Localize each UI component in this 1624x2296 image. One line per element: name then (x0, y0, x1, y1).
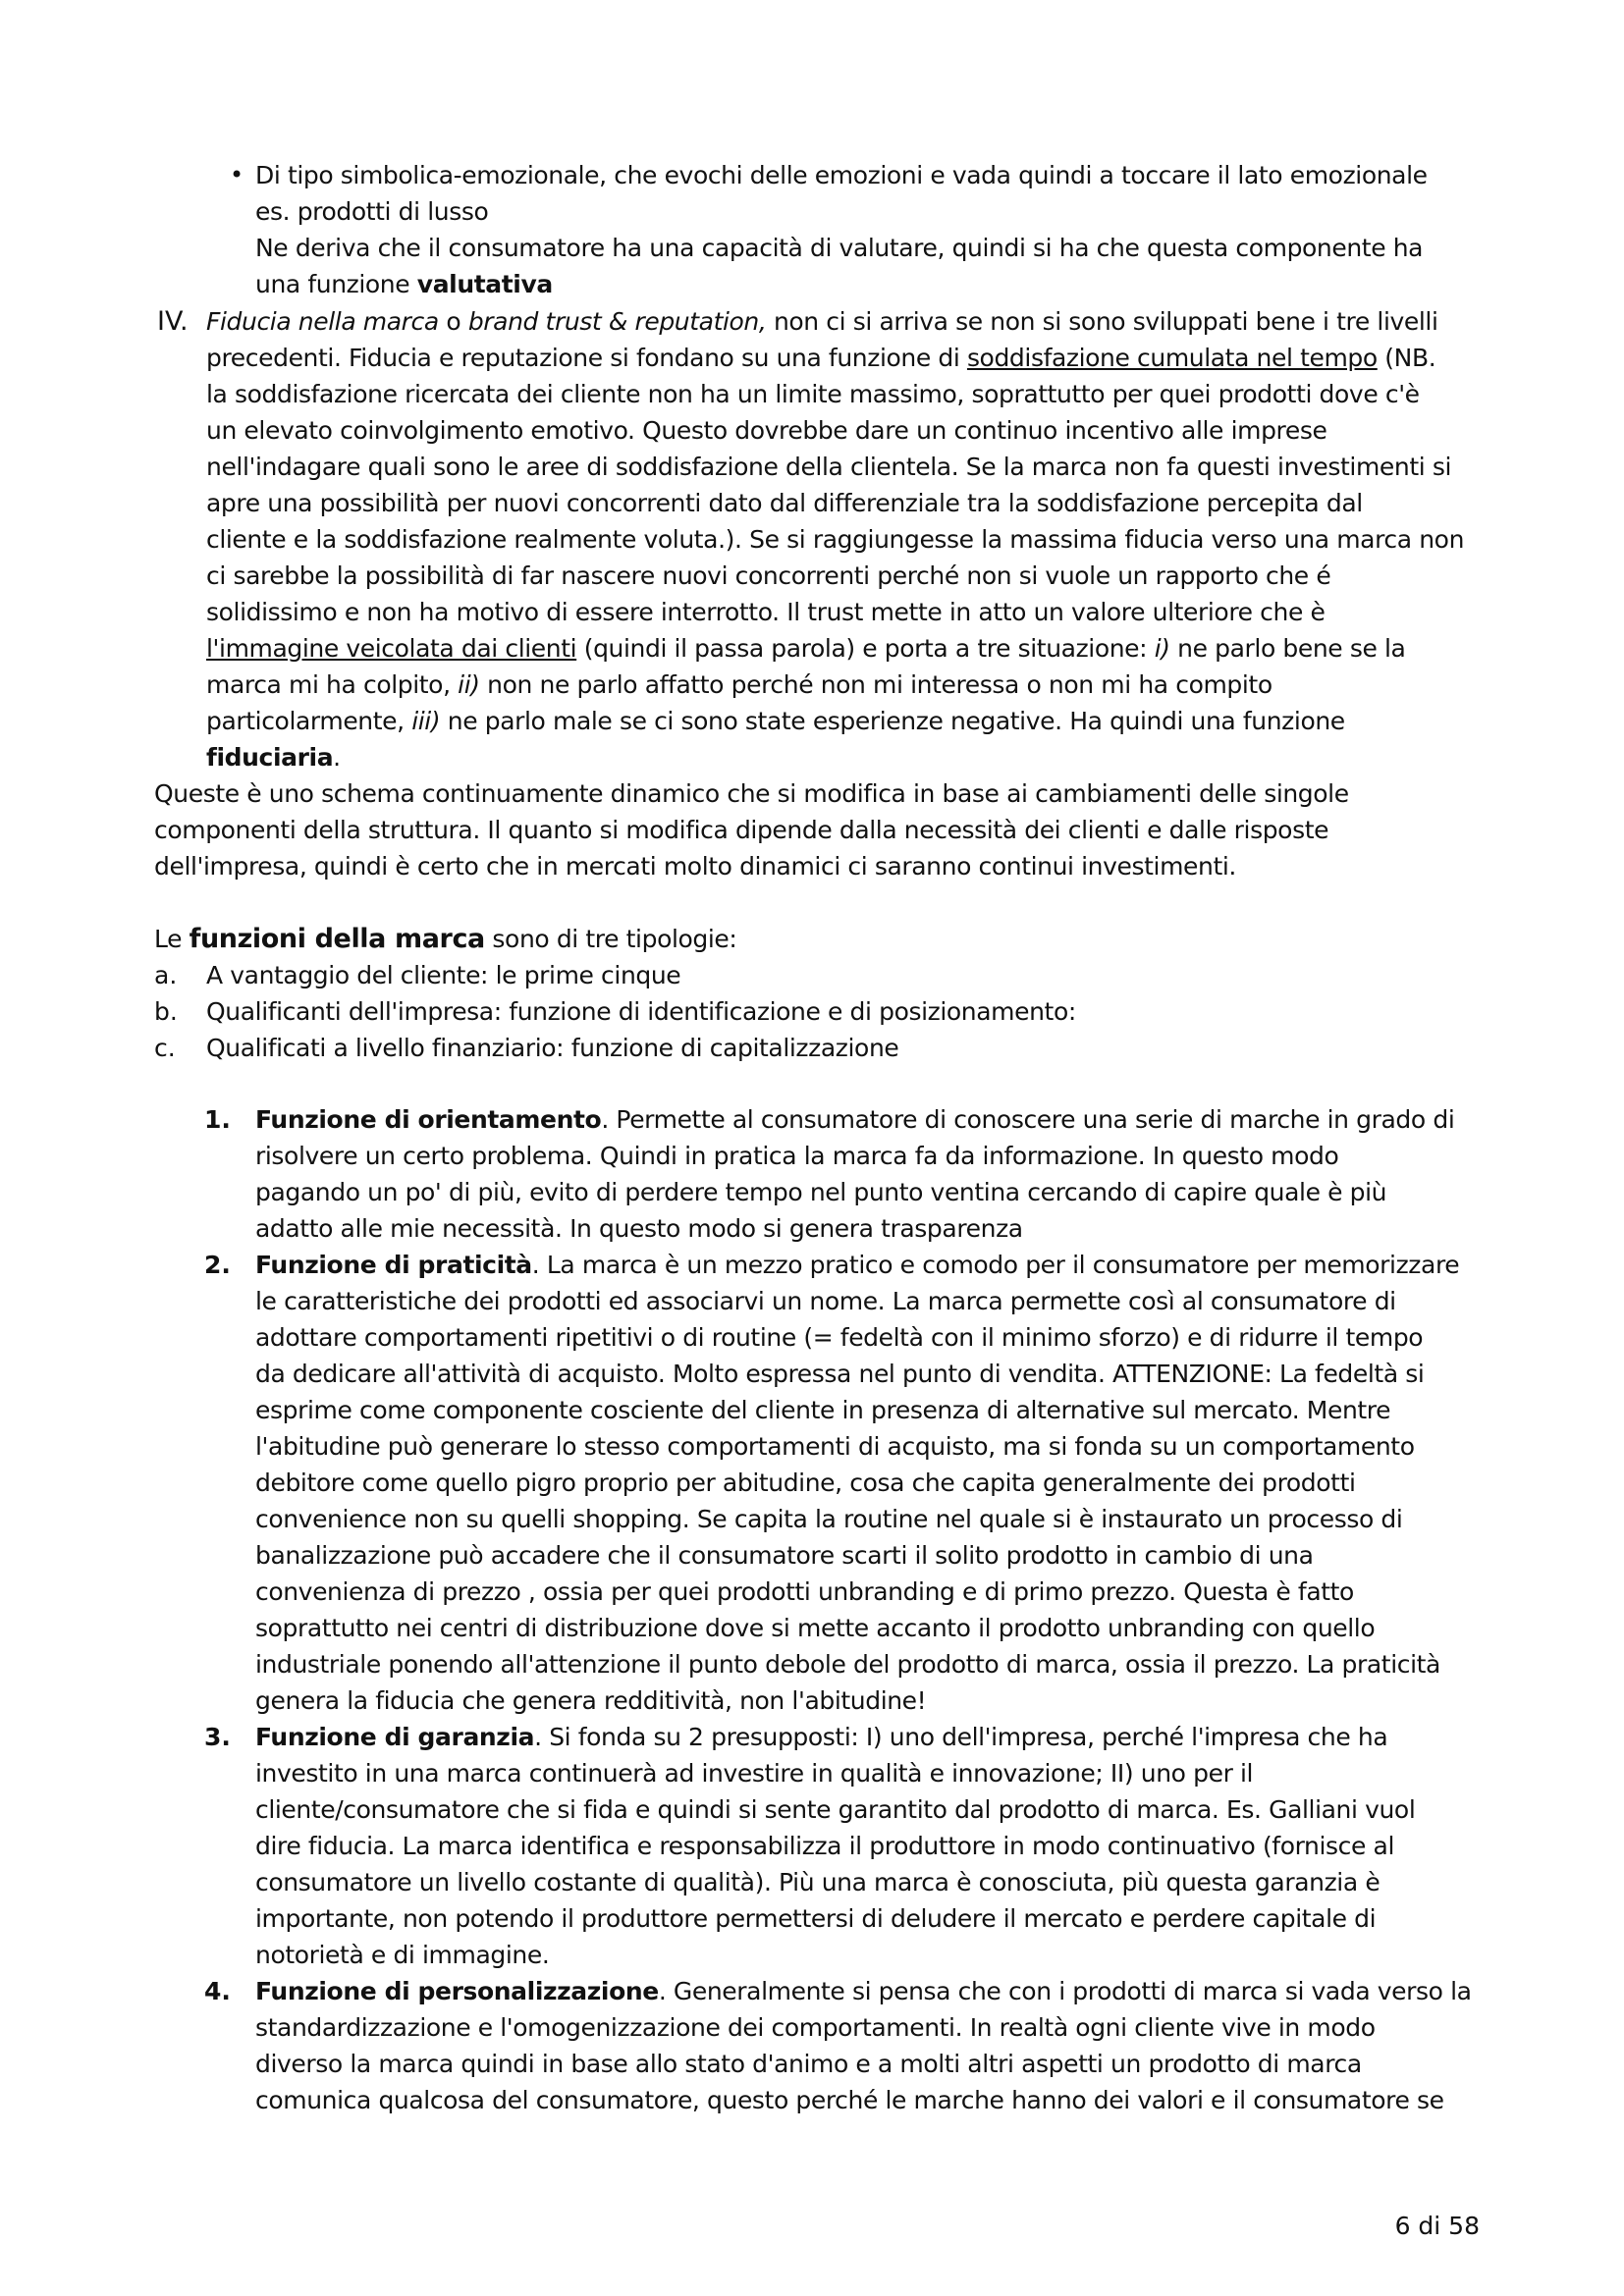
function-2-line-11: soprattutto nei centri di distribuzione dove si mette accanto il prodotto unbranding con quello (255, 1614, 1376, 1642)
section-iv-line-3: la soddisfazione ricercata dei cliente non ha un limite massimo, soprattutto per quei prodotti dove c'è (206, 380, 1420, 408)
bullet-line-4: una funzione valutativa (255, 270, 553, 298)
alpha-item-b: Qualificanti dell'impresa: funzione di identificazione e di posizionamento: (206, 997, 1076, 1026)
paragraph-line-1: Queste è uno schema continuamente dinamico che si modifica in base ai cambiamenti delle singole (154, 779, 1349, 808)
section-iv-line-4: un elevato coinvolgimento emotivo. Questo dovrebbe dare un continuo incentivo alle imprese (206, 416, 1327, 445)
term-valutativa: valutativa (416, 270, 553, 298)
number-marker-2: 2. (204, 1251, 231, 1279)
alpha-marker-c: c. (154, 1034, 176, 1062)
function-2-title: Funzione di praticità (255, 1251, 532, 1279)
paragraph-line-3: dell'impresa, quindi è certo che in mercati molto dinamici ci saranno continui investimenti. (154, 852, 1236, 881)
function-3-line-6: importante, non potendo il produttore permettersi di deludere il mercato e perdere capitale di (255, 1904, 1377, 1933)
section-iv-line-6: apre una possibilità per nuovi concorrenti dato dal differenziale tra la soddisfazione percepita dal (206, 489, 1363, 517)
function-3-line-3: cliente/consumatore che si fida e quindi si sente garantito dal prodotto di marca. Es. Galliani vuol (255, 1795, 1416, 1824)
bullet-line-1: Di tipo simbolica-emozionale, che evochi delle emozioni e vada quindi a toccare il lato emozionale (255, 161, 1428, 189)
function-2-line-8: convenience non su quelli shopping. Se capita la routine nel quale si è instaurato un processo di (255, 1505, 1403, 1533)
alpha-marker-a: a. (154, 961, 178, 989)
function-3-line-1: Funzione di garanzia. Si fonda su 2 presupposti: I) uno dell'impresa, perché l'impresa che ha (255, 1723, 1388, 1751)
alpha-marker-b: b. (154, 997, 178, 1026)
function-2-line-7: debitore come quello pigro proprio per abitudine, cosa che capita generalmente dei prodotti (255, 1468, 1356, 1497)
function-2-line-6: l'abitudine può generare lo stesso comportamenti di acquisto, ma si fonda su un comportamento (255, 1432, 1415, 1461)
section-iv-line-2: precedenti. Fiducia e reputazione si fondano su una funzione di soddisfazione cumulata nel tempo (NB. (206, 344, 1436, 372)
function-1-line-3: pagando un po' di più, evito di perdere tempo nel punto ventina cercando di capire quale è più (255, 1178, 1387, 1206)
function-2-line-12: industriale ponendo all'attenzione il punto debole del prodotto di marca, ossia il prezzo. La praticità (255, 1650, 1440, 1679)
function-2-line-4: da dedicare all'attività di acquisto. Molto espressa nel punto di vendita. ATTENZIONE: La fedeltà si (255, 1360, 1425, 1388)
section-iv-line-5: nell'indagare quali sono le aree di soddisfazione della clientela. Se la marca non fa questi investimenti si (206, 453, 1452, 481)
bullet-marker: • (230, 161, 244, 188)
function-3-line-2: investito in una marca continuerà ad investire in qualità e innovazione; II) uno per il (255, 1759, 1254, 1788)
function-3-title: Funzione di garanzia (255, 1723, 535, 1751)
section-iv-line-12: particolarmente, iii) ne parlo male se ci sono state esperienze negative. Ha quindi una funzione (206, 707, 1345, 735)
term-fiduciaria: fiduciaria (206, 743, 334, 772)
section-iv-line-10: l'immagine veicolata dai clienti (quindi il passa parola) e porta a tre situazione: i) ne parlo bene se la (206, 634, 1406, 663)
function-3-line-7: notorietà e di immagine. (255, 1941, 550, 1969)
function-1-title: Funzione di orientamento (255, 1105, 602, 1134)
function-2-line-5: esprime come componente cosciente del cliente in presenza di alternative sul mercato. Mentre (255, 1396, 1391, 1424)
functions-heading: funzioni della marca (189, 924, 485, 954)
function-2-line-3: adottare comportamenti ripetitivi o di routine (= fedeltà con il minimo sforzo) e di ridurre il tempo (255, 1323, 1424, 1352)
alpha-item-c: Qualificati a livello finanziario: funzione di capitalizzazione (206, 1034, 899, 1062)
number-marker-4: 4. (204, 1977, 231, 2005)
function-2-line-2: le caratteristiche dei prodotti ed associarvi un nome. La marca permette così al consumatore di (255, 1287, 1396, 1315)
function-2-line-10: convenienza di prezzo , ossia per quei prodotti unbranding e di primo prezzo. Questa è fatto (255, 1577, 1354, 1606)
paragraph-line-2: componenti della struttura. Il quanto si modifica dipende dalla necessità dei clienti e dalle risposte (154, 816, 1329, 844)
bullet-line-2: es. prodotti di lusso (255, 197, 489, 226)
section-iv-line-9: solidissimo e non ha motivo di essere interrotto. Il trust mette in atto un valore ulteriore che è (206, 598, 1326, 626)
function-2-line-13: genera la fiducia che genera redditività, non l'abitudine! (255, 1686, 927, 1715)
section-iv-line-1: Fiducia nella marca o brand trust & reputation, non ci si arriva se non si sono sviluppati bene i tre livelli (206, 307, 1438, 336)
section-iv-line-8: ci sarebbe la possibilità di far nascere nuovi concorrenti perché non si vuole un rapporto che é (206, 561, 1331, 590)
function-4-line-4: comunica qualcosa del consumatore, questo perché le marche hanno dei valori e il consumatore se (255, 2086, 1444, 2114)
bullet-line-3: Ne deriva che il consumatore ha una capacità di valutare, quindi si ha che questa componente ha (255, 234, 1424, 262)
function-4-line-2: standardizzazione e l'omogenizzazione dei comportamenti. In realtà ogni cliente vive in modo (255, 2013, 1376, 2042)
section-iv-line-7: cliente e la soddisfazione realmente voluta.). Se si raggiungesse la massima fiducia verso una marca non (206, 525, 1465, 554)
roman-numeral-iv: IV. (157, 306, 189, 337)
section-iv-line-13: fiduciaria. (206, 743, 341, 772)
function-1-line-4: adatto alle mie necessità. In questo modo si genera trasparenza (255, 1214, 1023, 1243)
function-2-line-9: banalizzazione può accadere che il consumatore scarti il solito prodotto in cambio di una (255, 1541, 1314, 1570)
function-4-title: Funzione di personalizzazione (255, 1977, 659, 2005)
function-3-line-4: dire fiducia. La marca identifica e responsabilizza il produttore in modo continuativo (fornisce al (255, 1832, 1394, 1860)
function-4-line-3: diverso la marca quindi in base allo stato d'animo e a molti altri aspetti un prodotto di marca (255, 2050, 1362, 2078)
function-2-line-1: Funzione di praticità. La marca è un mezzo pratico e comodo per il consumatore per memorizzare (255, 1251, 1460, 1279)
functions-intro: Le funzioni della marca sono di tre tipologie: (154, 924, 737, 954)
section-iv-line-11: marca mi ha colpito, ii) non ne parlo affatto perché non mi interessa o non mi ha compito (206, 670, 1272, 699)
function-1-line-1: Funzione di orientamento. Permette al consumatore di conoscere una serie di marche in grado di (255, 1105, 1455, 1134)
page-number: 6 di 58 (1394, 2212, 1480, 2240)
function-3-line-5: consumatore un livello costante di qualità). Più una marca è conosciuta, più questa garanzia è (255, 1868, 1380, 1896)
number-marker-1: 1. (204, 1105, 231, 1134)
function-4-line-1: Funzione di personalizzazione. Generalmente si pensa che con i prodotti di marca si vada verso la (255, 1977, 1472, 2005)
function-1-line-2: risolvere un certo problema. Quindi in pratica la marca fa da informazione. In questo modo (255, 1142, 1339, 1170)
number-marker-3: 3. (204, 1723, 231, 1751)
alpha-item-a: A vantaggio del cliente: le prime cinque (206, 961, 681, 989)
